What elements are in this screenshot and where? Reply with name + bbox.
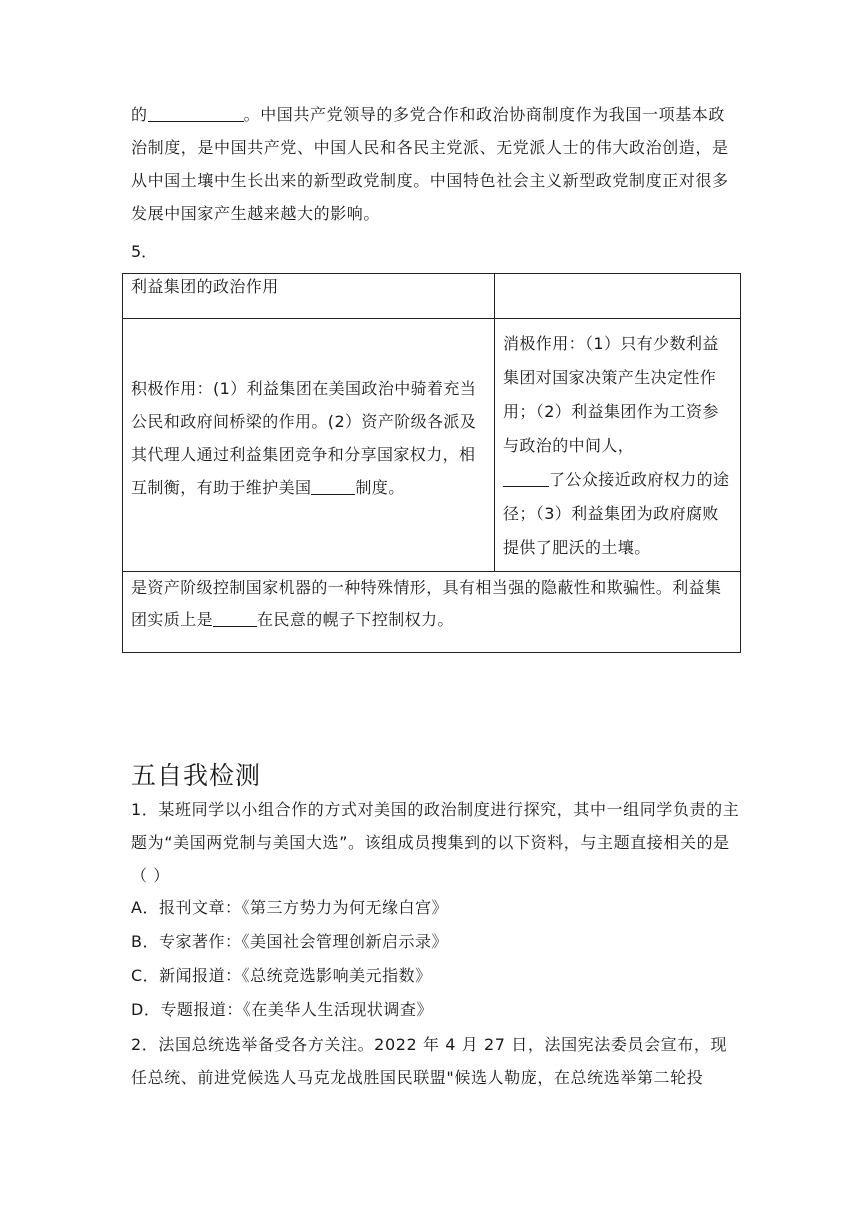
answer-blank[interactable]	[148, 103, 244, 122]
table-row	[123, 319, 741, 572]
intro-prefix: 的	[131, 105, 148, 124]
interest-group-table	[122, 273, 741, 653]
question-1-option-c[interactable]: C．新闻报道：《总统竞选影响美元指数》	[131, 966, 432, 985]
intro-paragraph	[131, 98, 740, 230]
question-2-stem: 2．法国总统选举备受各方关注。2022 年 4 月 27 日，法国宪法委员会宣布，现任总统、前进党候选人马克龙战胜国民联盟"候选人勒庞，在总统选举第二轮投	[131, 1035, 728, 1087]
positive-role-cell	[123, 319, 495, 572]
negative-role-cell	[495, 319, 741, 572]
question-1-option-b[interactable]: B．专家著作：《美国社会管理创新启示录》	[131, 932, 448, 951]
essence-tail: 在民意的幌子下控制权力。	[257, 610, 454, 629]
intro-text: 。中国共产党领导的多党合作和政治协商制度作为我国一项基本政治制度，是中国共产党、中国人民和各民主党派、无党派人士的伟大政治创造，是从中国土壤中生长出来的新型政党制度。中国特色社会主义新型政党制度正对很多发展中国家产生越来越大的影响。	[131, 105, 729, 223]
answer-blank[interactable]	[311, 476, 355, 495]
answer-blank[interactable]	[213, 608, 257, 627]
header-cell-right	[495, 274, 741, 319]
question-1-stem: 1．某班同学以小组合作的方式对美国的政治制度进行探究，其中一组同学负责的主题为“美国两党制与美国大选”。该组成员搜集到的以下资料，与主题直接相关的是（ ）	[131, 800, 740, 885]
section-title: 五自我检测	[131, 761, 262, 790]
essence-text: 是资产阶级控制国家机器的一种特殊情形，具有相当强的隐蔽性和欺骗性。利益集团实质上是	[131, 578, 722, 629]
header-cell-left: 利益集团的政治作用	[123, 274, 495, 319]
essence-cell	[123, 572, 741, 653]
table-row	[123, 572, 741, 653]
item-number: 5．	[131, 242, 158, 261]
question-1-option-a[interactable]: A．报刊文章：《第三方势力为何无缘白宫》	[131, 898, 448, 917]
positive-role-text: 积极作用：(1）利益集团在美国政治中骑着充当公民和政府间桥梁的作用。(2）资产阶级各派及其代理人通过利益集团竞争和分享国家权力，相互制衡，有助于维护美国	[131, 379, 477, 497]
positive-role-tail: 制度。	[355, 478, 405, 497]
question-1-option-d[interactable]: D．专题报道：《在美华人生活现状调查》	[131, 1000, 433, 1019]
answer-blank[interactable]	[503, 468, 549, 487]
negative-role-tail: 了公众接近政府权力的途径；（3）利益集团为政府腐败提供了肥沃的土壤。	[503, 470, 730, 557]
negative-role-text: 消极作用：（1）只有少数利益集团对国家决策产生决定性作用；（2）利益集团作为工资参与政治的中间人，	[503, 334, 719, 455]
table-header-row	[123, 274, 741, 319]
